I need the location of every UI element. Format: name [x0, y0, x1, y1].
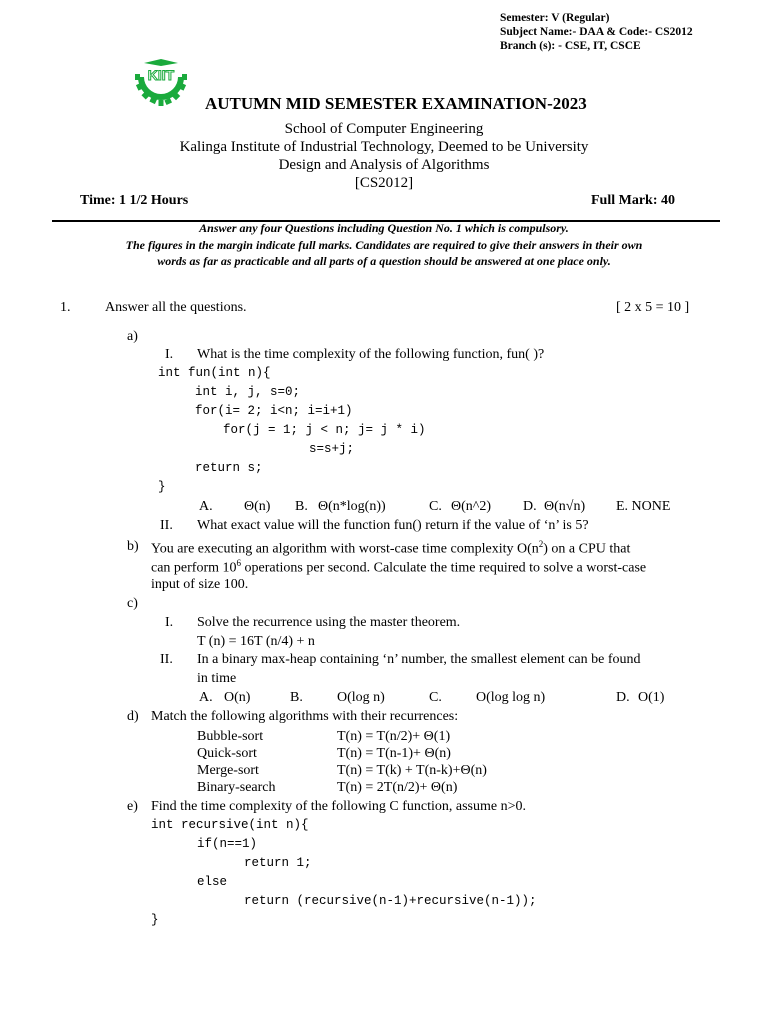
- option-value: Θ(n*log(n)): [318, 499, 386, 514]
- school-name: School of Computer Engineering: [284, 121, 484, 137]
- option-label: D.: [616, 690, 630, 705]
- code-line: return 1;: [244, 856, 312, 870]
- instruction-line-2: The figures in the margin indicate full marks. Candidates are required to give their answers in their own: [125, 238, 643, 252]
- part-b-label: b): [127, 539, 139, 554]
- part-a-I-text: What is the time complexity of the following function, fun( )?: [197, 347, 545, 362]
- recurrence-option: T(n) = T(n/2)+ Θ(1): [337, 729, 451, 744]
- course-code: [CS2012]: [354, 175, 414, 191]
- code-line: }: [151, 913, 159, 927]
- algorithm-name: Bubble-sort: [197, 729, 264, 744]
- part-a-label: a): [127, 329, 138, 344]
- code-line: return s;: [195, 461, 263, 475]
- code-line: else: [197, 875, 228, 889]
- part-c-label: c): [127, 596, 138, 611]
- option-value: E. NONE: [616, 499, 671, 514]
- option-label: C.: [429, 499, 442, 514]
- course-name: Design and Analysis of Algorithms: [278, 157, 490, 173]
- option-label: B.: [295, 499, 308, 514]
- part-b-line-2: can perform $10^6$ operations per second. Calculate the time required to solve a worst-case: [151, 558, 647, 576]
- algorithm-name: Merge-sort: [197, 763, 259, 778]
- algorithm-name: Binary-search: [197, 780, 276, 795]
- option-value: Θ(n): [244, 499, 271, 514]
- recurrence-option: T(n) = 2T(n/2)+ Θ(n): [337, 780, 458, 795]
- kiit-logo: [132, 57, 190, 107]
- code-line: int fun(int n){: [158, 366, 271, 380]
- part-c-II-text-1: In a binary max-heap containing ‘n’ number, the smallest element can be found: [197, 652, 641, 667]
- code-line: int i, j, s=0;: [195, 385, 301, 399]
- option-value: Θ(n√n): [544, 499, 586, 514]
- branch-info: Branch (s): - CSE, IT, CSCE: [500, 40, 641, 52]
- part-c-I-label: I.: [165, 615, 174, 630]
- option-value: O(log n): [337, 690, 385, 705]
- part-c-II-text-2: in time: [197, 671, 237, 686]
- code-line: s=s+j;: [309, 442, 355, 456]
- semester-info: Semester: V (Regular): [500, 12, 610, 24]
- question-text: Answer all the questions.: [105, 300, 247, 315]
- code-line: for(j = 1; j < n; j= j * i): [223, 423, 426, 437]
- option-label: A.: [199, 690, 213, 705]
- code-line: for(i= 2; i<n; i=i+1): [195, 404, 353, 418]
- code-line: if(n==1): [197, 837, 258, 851]
- recurrence: T (n) = 16T (n/4) + n: [197, 634, 315, 649]
- part-d-label: d): [127, 709, 139, 724]
- question-number: 1.: [60, 300, 71, 315]
- instruction-line-3: words as far as practicable and all parts of a question should be answered at one place only.: [157, 254, 611, 268]
- question-marks: [ 2 x 5 = 10 ]: [616, 300, 690, 315]
- logo-wordmark: KIIT: [147, 67, 175, 83]
- code-line: }: [158, 480, 166, 494]
- option-label: D.: [523, 499, 537, 514]
- instruction-line-1: Answer any four Questions including Question No. 1 which is compulsory.: [199, 221, 569, 235]
- option-label: A.: [199, 499, 213, 514]
- part-c-I-text: Solve the recurrence using the master theorem.: [197, 615, 461, 630]
- institute-name: Kalinga Institute of Industrial Technology, Deemed to be University: [179, 139, 589, 155]
- part-d-text: Match the following algorithms with their recurrences:: [151, 709, 459, 724]
- option-label: C.: [429, 690, 442, 705]
- option-value: O(log log n): [476, 690, 546, 705]
- part-b-line-1: You are executing an algorithm with worst-case time complexity $O(n^2)$ on a CPU that: [151, 539, 631, 557]
- option-value: Θ(n^2): [451, 499, 492, 514]
- part-a-II-text: What exact value will the function fun() return if the value of ‘n’ is 5?: [197, 518, 589, 533]
- full-mark: Full Mark: 40: [591, 193, 675, 208]
- recurrence-option: T(n) = T(n-1)+ Θ(n): [337, 746, 451, 761]
- part-a-I-label: I.: [165, 347, 174, 362]
- recurrence-option: T(n) = T(k) + T(n-k)+Θ(n): [337, 763, 487, 778]
- option-label: B.: [290, 690, 303, 705]
- algorithm-name: Quick-sort: [197, 746, 257, 761]
- code-line: int recursive(int n){: [151, 818, 309, 832]
- part-c-II-label: II.: [160, 652, 173, 667]
- option-value: O(n): [224, 690, 251, 705]
- part-a-II-label: II.: [160, 518, 173, 533]
- part-e-label: e): [127, 799, 138, 814]
- option-value: O(1): [638, 690, 665, 705]
- part-b-line-3: input of size 100.: [151, 577, 249, 592]
- code-line: return (recursive(n-1)+recursive(n-1));: [244, 894, 537, 908]
- subject-info: Subject Name:- DAA & Code:- CS2012: [500, 26, 693, 38]
- exam-title: AUTUMN MID SEMESTER EXAMINATION-2023: [205, 94, 587, 113]
- time-allowed: Time: 1 1/2 Hours: [80, 193, 189, 208]
- part-e-text: Find the time complexity of the following C function, assume n>0.: [151, 799, 526, 814]
